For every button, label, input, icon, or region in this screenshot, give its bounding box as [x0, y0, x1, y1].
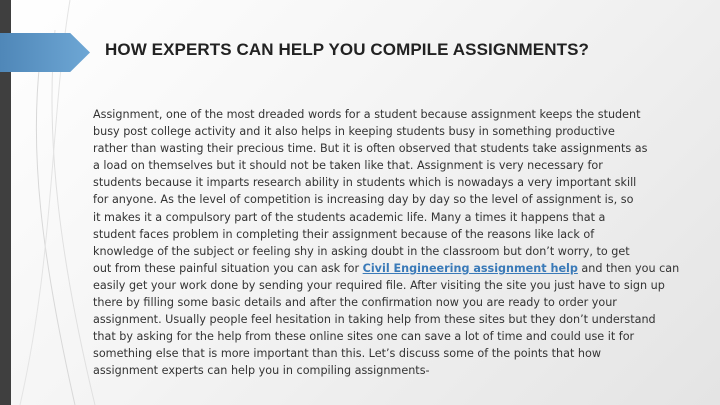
text-line: students because it imparts research ability in students which is nowadays a very important skill	[93, 176, 637, 190]
text-line: it makes it a compulsory part of the students academic life. Many a times it happens that a	[93, 210, 606, 224]
text-line: rather than wasting their precious time. But it is often observed that students take assignments as	[93, 142, 648, 156]
text-line: something else that is more important than this. Let’s discuss some of the points that how	[93, 347, 601, 361]
text-line: that by asking for the help from these online sites one can save a lot of time and could use it for	[93, 330, 635, 344]
deco-line-1	[36, 60, 75, 405]
text-line: easily get your work done by sending your required file. After visiting the site you just have to sign up	[93, 278, 665, 292]
text-line: assignment experts can help you in compiling assignments-	[93, 364, 430, 378]
text-line: assignment. Usually people feel hesitation in taking help from these sites but they don’t understand	[93, 313, 656, 327]
text-line: Assignment, one of the most dreaded words for a student because assignment keeps the student	[93, 108, 641, 121]
deco-line-2	[52, 30, 95, 405]
text-line: there by filling some basic details and after the confirmation now you are ready to order your	[93, 296, 617, 310]
page-title: HOW EXPERTS CAN HELP YOU COMPILE ASSIGNMENTS?	[105, 40, 590, 59]
text-line: busy post college activity and it also helps in keeping students busy in something productive	[93, 125, 615, 139]
link-line-before: out from these painful situation you can ask for	[93, 261, 363, 275]
text-line: student faces problem in completing their assignment because of the reasons like lack of	[93, 227, 595, 241]
body-paragraph	[93, 106, 713, 380]
text-line: knowledge of the subject or feeling shy in asking doubt in the classroom but don’t worry, to get	[93, 244, 630, 258]
civil-engineering-assignment-help-link[interactable]: Civil Engineering assignment help	[362, 261, 578, 275]
link-line-after: and then you can	[577, 261, 680, 275]
text-line: a load on themselves but it should not be taken like that. Assignment is very necessary for	[93, 159, 603, 173]
text-line-with-link	[93, 260, 713, 277]
text-line: for anyone. As the level of competition is increasing day by day so the level of assignment is, so	[93, 193, 634, 207]
